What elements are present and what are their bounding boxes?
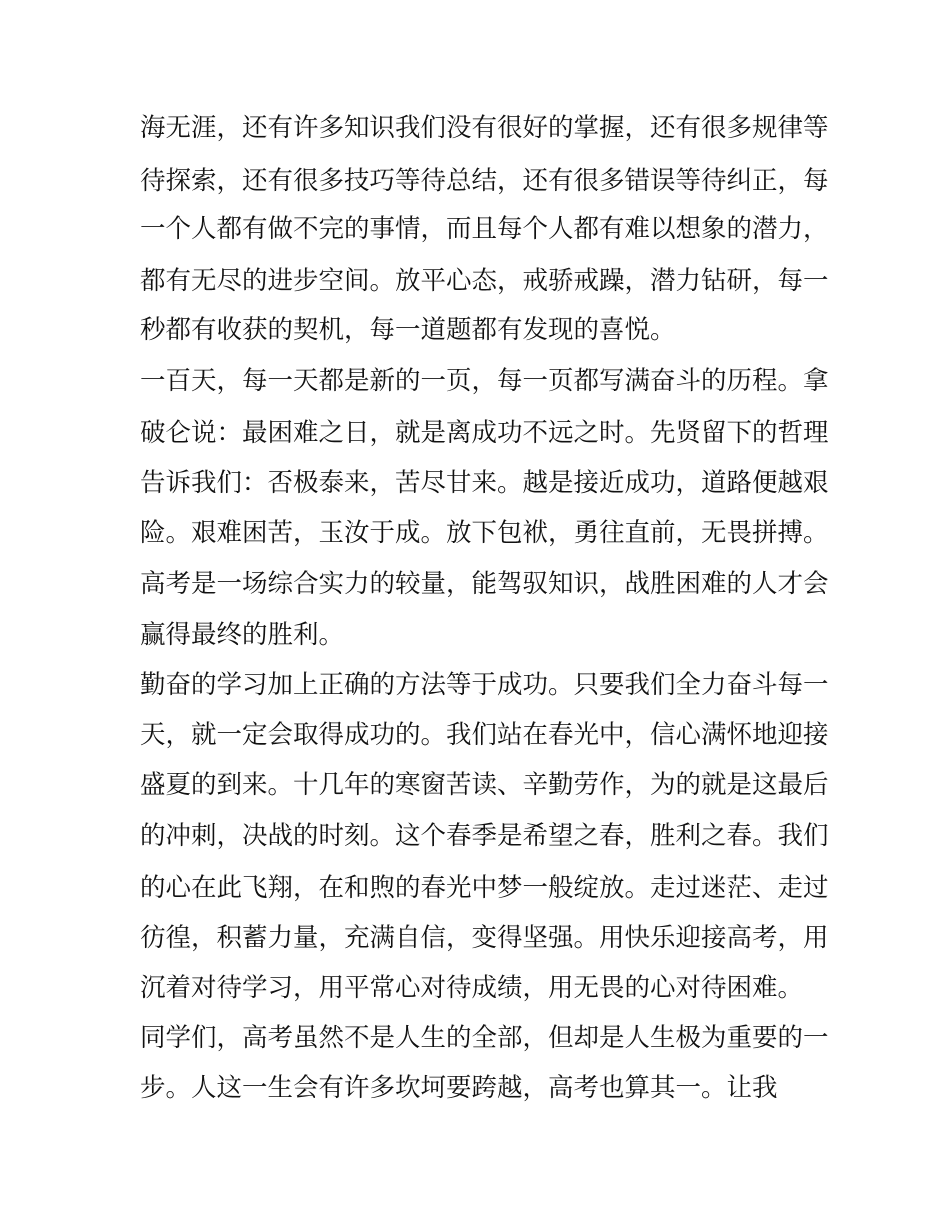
- text-line: 秒都有收获的契机，每一道题都有发现的喜悦。: [140, 315, 676, 345]
- text-line: 沉着对待学习，用平常心对待成绩，用无畏的心对待困难。: [140, 973, 804, 1003]
- text-line: 告诉我们：否极泰来，苦尽甘来。越是接近成功，道路便越艰: [140, 468, 829, 498]
- text-line: 一个人都有做不完的事情，而且每个人都有难以想象的潜力，: [140, 214, 829, 244]
- text-line: 的心在此飞翔，在和煦的春光中梦一般绽放。走过迷茫、走过: [140, 873, 829, 903]
- text-line: 险。艰难困苦，玉汝于成。放下包袱，勇往直前，无畏拼搏。: [140, 518, 829, 548]
- text-line: 盛夏的到来。十几年的寒窗苦读、辛勤劳作，为的就是这最后: [140, 770, 829, 800]
- text-line: 同学们，高考虽然不是人生的全部，但却是人生极为重要的一: [140, 1023, 829, 1053]
- text-line: 彷徨，积蓄力量，充满自信，变得坚强。用快乐迎接高考，用: [140, 923, 829, 953]
- text-line: 破仑说：最困难之日，就是离成功不远之时。先贤留下的哲理: [140, 418, 829, 448]
- text-line: 待探索，还有很多技巧等待总结，还有很多错误等待纠正，每: [140, 166, 829, 196]
- text-line: 勤奋的学习加上正确的方法等于成功。只要我们全力奋斗每一: [140, 670, 829, 700]
- text-line: 一百天，每一天都是新的一页，每一页都写满奋斗的历程。拿: [140, 366, 829, 396]
- text-line: 都有无尽的进步空间。放平心态，戒骄戒躁，潜力钻研，每一: [140, 266, 829, 296]
- text-line: 的冲刺，决战的时刻。这个春季是希望之春，胜利之春。我们: [140, 821, 829, 851]
- text-line: 步。人这一生会有许多坎坷要跨越，高考也算其一。让我: [140, 1073, 778, 1103]
- text-line: 高考是一场综合实力的较量，能驾驭知识，战胜困难的人才会: [140, 569, 829, 599]
- text-line: 天，就一定会取得成功的。我们站在春光中，信心满怀地迎接: [140, 720, 829, 750]
- text-line: 赢得最终的胜利。: [140, 620, 345, 650]
- text-line: 海无涯，还有许多知识我们没有很好的掌握，还有很多规律等: [140, 113, 829, 143]
